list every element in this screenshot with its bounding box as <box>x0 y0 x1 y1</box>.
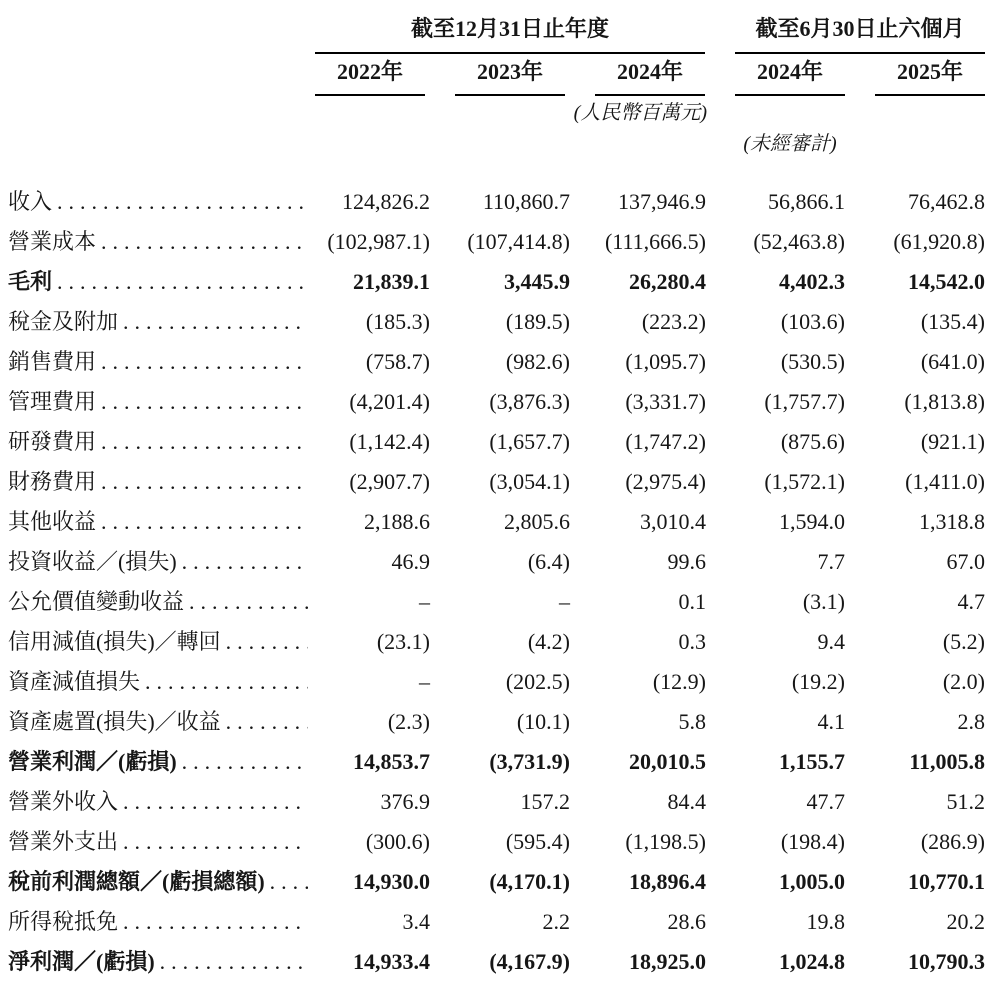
value-cell-col1: (189.5) <box>505 309 570 334</box>
column-group-interim-label: 截至6月30日止六個月 <box>755 16 965 41</box>
table-row <box>8 262 985 302</box>
table-row <box>8 422 985 462</box>
dot-leader <box>155 942 308 982</box>
value-cell-col1: (202.5) <box>505 669 570 694</box>
value-cell-col4: 20.2 <box>946 909 985 934</box>
value-cell-col0: (2.3) <box>387 709 430 734</box>
row-label-cell <box>8 342 308 382</box>
value-cell-col2: (223.2) <box>641 309 706 334</box>
value-cell-col2: (3,331.7) <box>625 389 706 414</box>
value-cell-col2: 18,925.0 <box>629 949 706 974</box>
value-cell-col1: (595.4) <box>505 829 570 854</box>
dot-leader <box>118 782 308 822</box>
value-cell-col1: (4,167.9) <box>489 949 570 974</box>
value-cell-col2: 26,280.4 <box>629 269 706 294</box>
value-cell-col2: 99.6 <box>667 549 706 574</box>
value-cell-col4: 51.2 <box>946 789 985 814</box>
row-label-cell <box>8 422 308 462</box>
value-cell-col3: 9.4 <box>817 629 845 654</box>
value-cell-col1: (3,054.1) <box>489 469 570 494</box>
table-row <box>8 222 985 262</box>
row-label: 稅金及附加 <box>8 309 119 334</box>
table-row <box>8 702 985 742</box>
table-row <box>8 342 985 382</box>
value-cell-col4: (1,813.8) <box>904 389 985 414</box>
row-label: 營業利潤／(虧損) <box>8 749 177 774</box>
value-cell-col3: 19.8 <box>806 909 845 934</box>
dot-leader <box>118 302 308 342</box>
value-cell-col0: 124,826.2 <box>342 189 430 214</box>
value-cell-col1: (3,876.3) <box>489 389 570 414</box>
table-row <box>8 662 985 702</box>
row-label-cell <box>8 822 308 862</box>
dot-leader <box>96 462 308 502</box>
table-row <box>8 542 985 582</box>
row-label-cell <box>8 262 308 302</box>
value-cell-col3: (103.6) <box>780 309 845 334</box>
value-cell-col2: (1,095.7) <box>625 349 706 374</box>
value-cell-col2: (12.9) <box>652 669 706 694</box>
value-cell-col3: (1,572.1) <box>764 469 845 494</box>
value-cell-col1: (982.6) <box>505 349 570 374</box>
value-cell-col2: 5.8 <box>678 709 706 734</box>
value-cell-col2: 20,010.5 <box>629 749 706 774</box>
row-label-cell <box>8 902 308 942</box>
dot-leader <box>52 262 308 302</box>
dot-leader <box>52 182 308 222</box>
row-label: 營業外支出 <box>8 829 119 854</box>
value-cell-col0: 14,930.0 <box>353 869 430 894</box>
row-label: 銷售費用 <box>8 349 97 374</box>
row-label-cell <box>8 742 308 782</box>
table-row <box>8 382 985 422</box>
value-cell-col0: (185.3) <box>365 309 430 334</box>
value-cell-col4: (2.0) <box>942 669 985 694</box>
table-row <box>8 822 985 862</box>
dot-leader <box>118 822 308 862</box>
row-label-cell <box>8 462 308 502</box>
dot-leader <box>221 622 308 662</box>
value-cell-col4: 10,790.3 <box>908 949 985 974</box>
value-cell-col1: (107,414.8) <box>467 229 570 254</box>
table-row <box>8 622 985 662</box>
value-cell-col3: 1,024.8 <box>779 949 845 974</box>
value-cell-col4: 11,005.8 <box>909 749 985 774</box>
row-label: 營業外收入 <box>8 789 119 814</box>
row-label-cell <box>8 942 308 982</box>
value-cell-col1: 157.2 <box>520 789 570 814</box>
column-header-2023: 2023年 <box>455 55 565 96</box>
row-label: 資產減值損失 <box>8 669 141 694</box>
value-cell-col1: (10.1) <box>516 709 570 734</box>
row-label: 所得稅抵免 <box>8 909 119 934</box>
value-cell-col0: (300.6) <box>365 829 430 854</box>
column-header-2022: 2022年 <box>315 55 425 96</box>
value-cell-col1: 2.2 <box>542 909 570 934</box>
row-label-cell <box>8 542 308 582</box>
table-row <box>8 942 985 982</box>
column-header-2024-interim: 2024年 <box>735 55 845 96</box>
dot-leader <box>118 902 308 942</box>
row-label: 營業成本 <box>8 229 97 254</box>
table-row <box>8 502 985 542</box>
value-cell-col2: 3,010.4 <box>640 509 706 534</box>
dot-leader <box>184 582 308 622</box>
row-label-cell <box>8 782 308 822</box>
value-cell-col4: (641.0) <box>920 349 985 374</box>
value-cell-col4: (286.9) <box>920 829 985 854</box>
dot-leader <box>265 862 308 902</box>
value-cell-col0: (102,987.1) <box>327 229 430 254</box>
value-cell-col0: (4,201.4) <box>349 389 430 414</box>
column-group-annual <box>315 12 705 54</box>
row-label: 財務費用 <box>8 469 97 494</box>
table-row <box>8 462 985 502</box>
table-row <box>8 782 985 822</box>
row-label: 毛利 <box>8 269 53 294</box>
value-cell-col2: 0.1 <box>678 589 706 614</box>
value-cell-col0: – <box>419 589 430 614</box>
value-cell-col1: 3,445.9 <box>504 269 570 294</box>
table-row <box>8 902 985 942</box>
dot-leader <box>177 542 308 582</box>
column-group-annual-label: 截至12月31日止年度 <box>410 16 609 41</box>
value-cell-col3: 1,005.0 <box>779 869 845 894</box>
value-cell-col3: 56,866.1 <box>768 189 845 214</box>
value-cell-col2: (1,747.2) <box>625 429 706 454</box>
dot-leader <box>96 502 308 542</box>
row-label: 投資收益／(損失) <box>8 549 177 574</box>
value-cell-col1: 110,860.7 <box>482 189 570 214</box>
value-cell-col3: (3.1) <box>802 589 845 614</box>
value-cell-col1: – <box>559 589 570 614</box>
value-cell-col0: – <box>419 669 430 694</box>
table-row <box>8 742 985 782</box>
value-cell-col4: 1,318.8 <box>919 509 985 534</box>
dot-leader <box>96 382 308 422</box>
value-cell-col3: (530.5) <box>780 349 845 374</box>
value-cell-col3: 47.7 <box>806 789 845 814</box>
currency-unit-note: (人民幣百萬元) <box>573 102 707 124</box>
dot-leader <box>177 742 308 782</box>
value-cell-col1: 2,805.6 <box>504 509 570 534</box>
value-cell-col3: 1,594.0 <box>779 509 845 534</box>
row-label-cell <box>8 222 308 262</box>
value-cell-col2: 0.3 <box>678 629 706 654</box>
table-row <box>8 182 985 222</box>
value-cell-col0: 21,839.1 <box>353 269 430 294</box>
value-cell-col1: (3,731.9) <box>489 749 570 774</box>
value-cell-col3: 4,402.3 <box>779 269 845 294</box>
value-cell-col1: (6.4) <box>527 549 570 574</box>
row-label: 稅前利潤總額／(虧損總額) <box>8 869 265 894</box>
row-label: 公允價值變動收益 <box>8 589 185 614</box>
value-cell-col0: 376.9 <box>380 789 430 814</box>
value-cell-col1: (4.2) <box>527 629 570 654</box>
value-cell-col4: (135.4) <box>920 309 985 334</box>
row-label-cell <box>8 662 308 702</box>
value-cell-col4: 10,770.1 <box>908 869 985 894</box>
row-label-cell <box>8 182 308 222</box>
value-cell-col3: 1,155.7 <box>779 749 845 774</box>
value-cell-col2: (2,975.4) <box>625 469 706 494</box>
row-label-cell <box>8 862 308 902</box>
unaudited-note: (未經審計) <box>743 133 837 155</box>
value-cell-col0: 14,853.7 <box>353 749 430 774</box>
value-cell-col3: (52,463.8) <box>753 229 845 254</box>
column-group-interim <box>735 12 985 54</box>
value-cell-col4: 14,542.0 <box>908 269 985 294</box>
value-cell-col4: (1,411.0) <box>905 469 985 494</box>
value-cell-col1: (4,170.1) <box>489 869 570 894</box>
row-label-cell <box>8 302 308 342</box>
value-cell-col4: 67.0 <box>946 549 985 574</box>
table-body <box>8 182 985 982</box>
row-label-cell <box>8 502 308 542</box>
row-label: 淨利潤／(虧損) <box>8 949 155 974</box>
dot-leader <box>96 342 308 382</box>
row-label: 信用減值(損失)／轉回 <box>8 629 221 654</box>
value-cell-col0: (758.7) <box>365 349 430 374</box>
value-cell-col4: 76,462.8 <box>908 189 985 214</box>
column-header-2024: 2024年 <box>595 55 705 96</box>
value-cell-col1: (1,657.7) <box>489 429 570 454</box>
row-label: 資產處置(損失)／收益 <box>8 709 221 734</box>
value-cell-col4: (5.2) <box>942 629 985 654</box>
value-cell-col0: 2,188.6 <box>364 509 430 534</box>
value-cell-col0: (1,142.4) <box>349 429 430 454</box>
dot-leader <box>96 222 308 262</box>
value-cell-col2: 28.6 <box>667 909 706 934</box>
value-cell-col2: 84.4 <box>667 789 706 814</box>
value-cell-col2: (111,666.5) <box>604 229 706 254</box>
row-label-cell <box>8 622 308 662</box>
row-label: 研發費用 <box>8 429 97 454</box>
table-row <box>8 862 985 902</box>
value-cell-col4: 4.7 <box>957 589 985 614</box>
row-label-cell <box>8 702 308 742</box>
value-cell-col0: 3.4 <box>402 909 430 934</box>
value-cell-col4: (921.1) <box>920 429 985 454</box>
row-label: 管理費用 <box>8 389 97 414</box>
row-label-cell <box>8 582 308 622</box>
value-cell-col0: (23.1) <box>376 629 430 654</box>
dot-leader <box>96 422 308 462</box>
dot-leader <box>221 702 308 742</box>
value-cell-col2: 137,946.9 <box>618 189 706 214</box>
value-cell-col2: 18,896.4 <box>629 869 706 894</box>
table-row <box>8 582 985 622</box>
value-cell-col0: (2,907.7) <box>349 469 430 494</box>
row-label: 收入 <box>8 189 53 214</box>
value-cell-col3: (198.4) <box>780 829 845 854</box>
value-cell-col4: (61,920.8) <box>893 229 985 254</box>
value-cell-col3: (1,757.7) <box>764 389 845 414</box>
value-cell-col0: 46.9 <box>391 549 430 574</box>
value-cell-col0: 14,933.4 <box>353 949 430 974</box>
value-cell-col2: (1,198.5) <box>625 829 706 854</box>
table-row <box>8 302 985 342</box>
row-label-cell <box>8 382 308 422</box>
value-cell-col3: (19.2) <box>791 669 845 694</box>
dot-leader <box>140 662 308 702</box>
value-cell-col4: 2.8 <box>957 709 985 734</box>
value-cell-col3: (875.6) <box>780 429 845 454</box>
value-cell-col3: 4.1 <box>817 709 845 734</box>
value-cell-col3: 7.7 <box>817 549 845 574</box>
column-header-2025-interim: 2025年 <box>875 55 985 96</box>
row-label: 其他收益 <box>8 509 97 534</box>
